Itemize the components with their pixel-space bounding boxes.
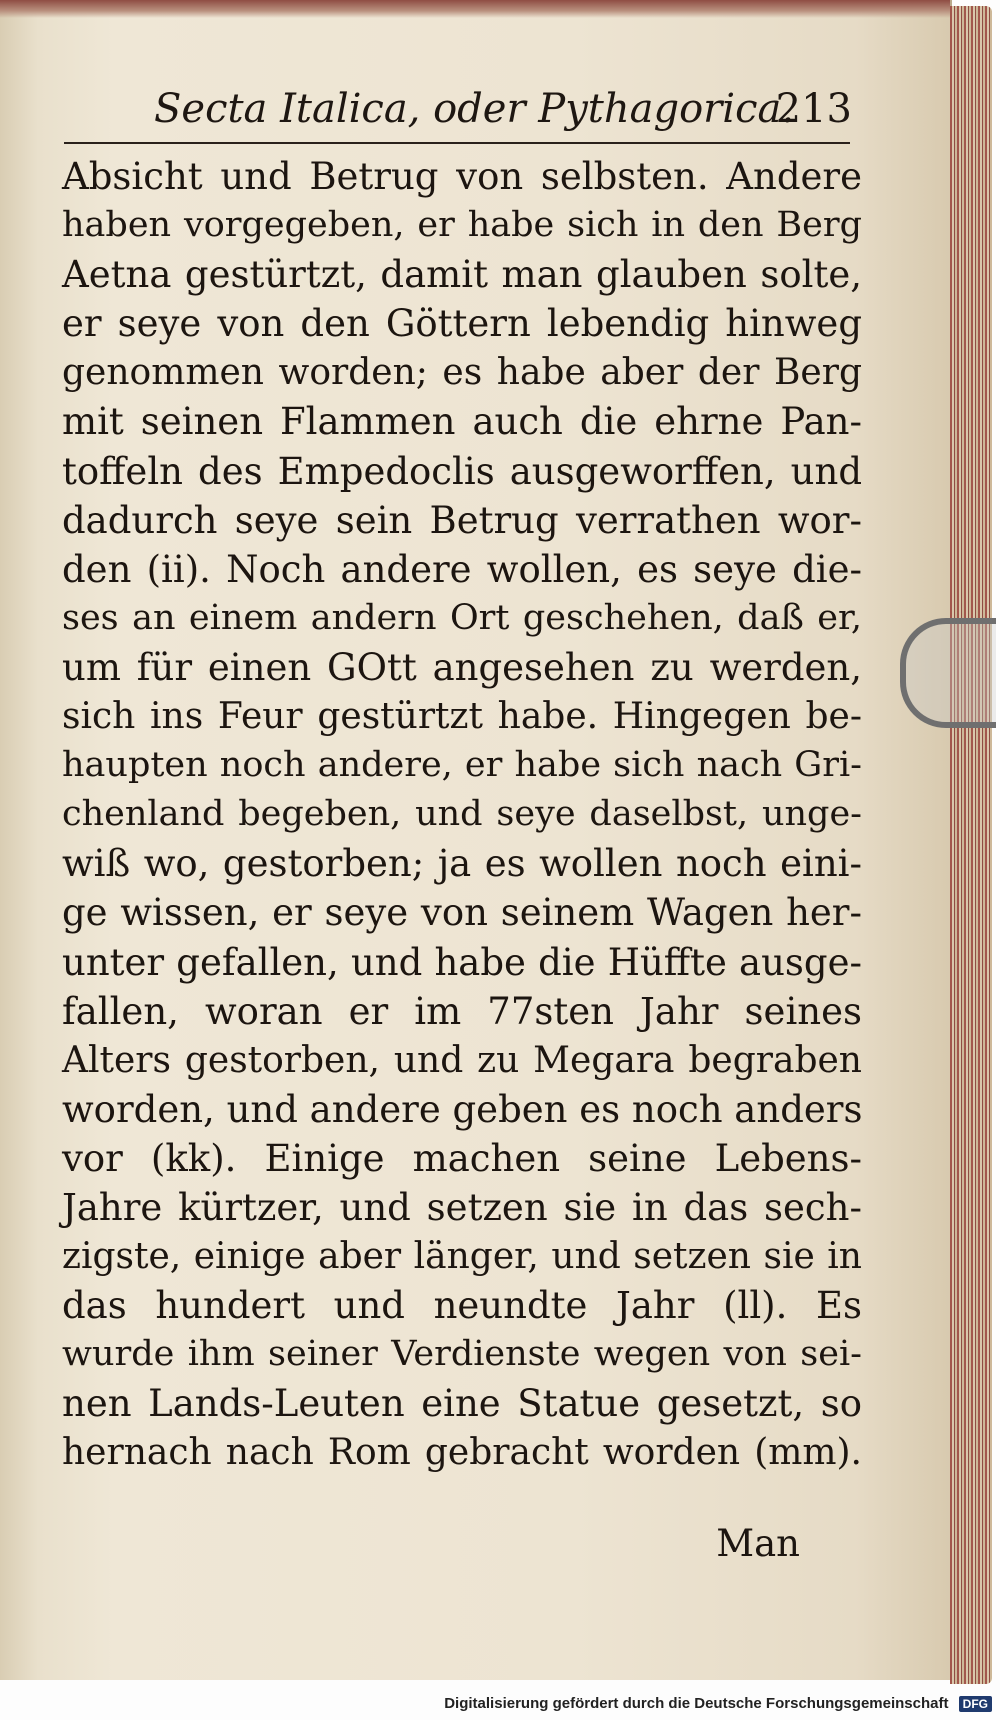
text-line: nen Lands-Leuten eine Statue gesetzt, so	[62, 1382, 862, 1426]
text-line: Absicht und Betrug von selbsten. Andere	[62, 155, 862, 198]
book-clasp	[900, 618, 996, 728]
text-line: mit seinen Flammen auch die ehrne Pan-	[62, 400, 862, 444]
text-line: wurde ihm seiner Verdienste wegen von sei-	[62, 1334, 862, 1375]
digitization-footer	[444, 1695, 992, 1712]
catchword: Man	[716, 1522, 800, 1565]
text-line: genommen worden; es habe aber der Berg	[62, 352, 862, 394]
body-text	[62, 152, 862, 1478]
text-line: toffeln des Empedoclis ausgeworffen, und	[62, 449, 862, 493]
text-line: er seye von den Göttern lebendig hinweg	[62, 302, 862, 346]
text-line: zigste, einige aber länger, und setzen sie in	[62, 1236, 862, 1278]
text-line: worden, und andere geben es noch anders	[62, 1087, 863, 1131]
text-line: sich ins Feur gestürtzt habe. Hingegen be-	[62, 696, 862, 738]
text-line: das hundert und neundte Jahr (ll). Es	[62, 1284, 862, 1328]
text-line: ses an einem andern Ort geschehen, daß er,	[62, 597, 862, 638]
text-line: haben vorgegeben, er habe sich in den Berg	[62, 205, 862, 246]
running-head-title: Secta Italica, oder Pythagorica.	[154, 86, 795, 132]
text-line: vor (kk). Einige machen seine Lebens-	[62, 1136, 862, 1180]
text-line: haupten noch andere, er habe sich nach Gri-	[62, 745, 862, 786]
running-head	[62, 86, 852, 138]
text-line: ge wissen, er seye von seinem Wagen her-	[62, 891, 862, 935]
text-line: wiß wo, gestorben; ja es wollen noch eini-	[62, 842, 862, 886]
header-rule	[64, 142, 850, 144]
top-page-edge	[0, 0, 950, 18]
text-line: chenland begeben, und seye daselbst, unge-	[62, 794, 862, 835]
footer-text: Digitalisierung gefördert durch die Deutsche Forschungsgemeinschaft	[444, 1694, 949, 1712]
text-line: den (ii). Noch andere wollen, es seye die-	[62, 547, 862, 591]
text-line: Jahre kürtzer, und setzen sie in das sech-	[62, 1185, 862, 1229]
text-line: unter gefallen, und habe die Hüffte ausge-	[62, 940, 862, 984]
page-number: 213	[775, 86, 852, 132]
text-line: dadurch seye sein Betrug verrathen wor-	[62, 498, 862, 542]
text-line: hernach nach Rom gebracht worden (mm).	[62, 1432, 862, 1474]
dfg-logo: DFG	[959, 1696, 992, 1712]
text-line: Aetna gestürtzt, damit man glauben solte,	[62, 253, 862, 297]
page-edges	[950, 6, 992, 1684]
text-line: Alters gestorben, und zu Megara begraben	[62, 1039, 862, 1081]
text-line: fallen, woran er im 77sten Jahr seines	[62, 989, 862, 1033]
text-line: um für einen GOtt angesehen zu werden,	[62, 645, 862, 689]
